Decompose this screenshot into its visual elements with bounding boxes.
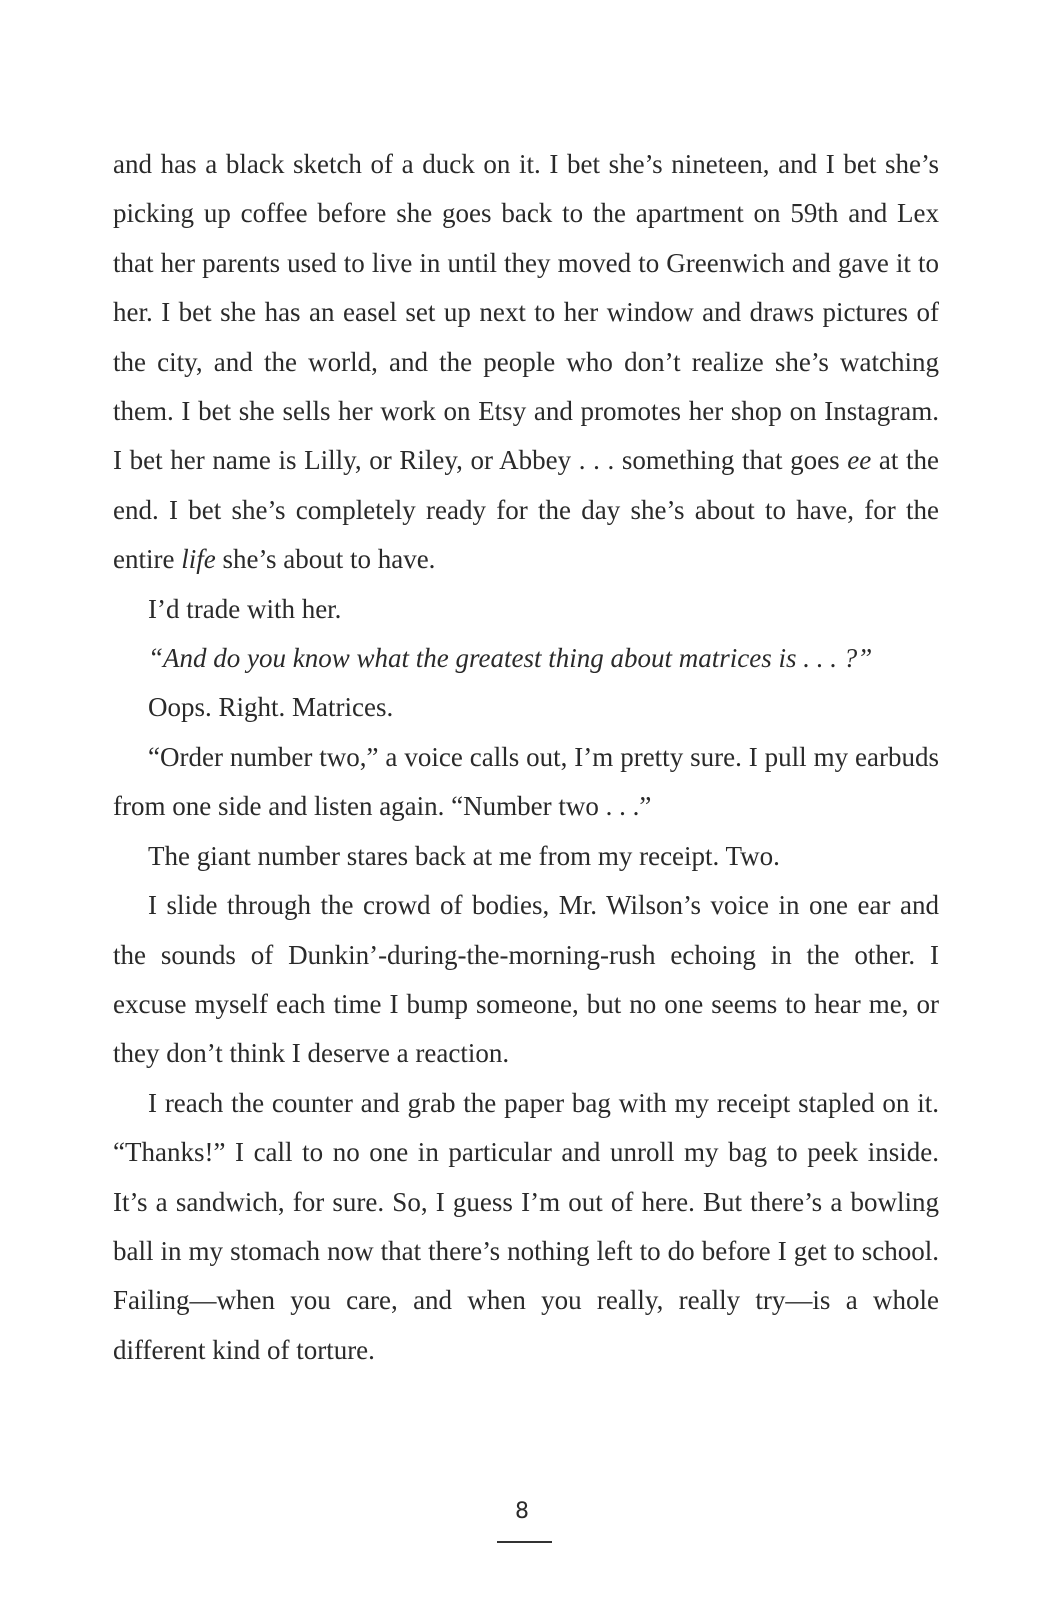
- paragraph: The giant number stares back at me from my receipt. Two.: [148, 840, 780, 871]
- paragraph: I reach the counter and grab the paper bag with my receipt stapled on it. “Thanks!” I call to no one in particular and unroll my bag to peek inside. It’s a sandwich, for sure. So, I guess I’m out of here. But there’s a bowling ball in my stomach now that there’s nothing left to do before I get to school. Failing—when you care, and when you really, really try—is a whole different kind of torture.: [113, 1087, 939, 1365]
- paragraph: Oops. Right. Matrices.: [148, 692, 394, 723]
- italic-quote: “And do you know what the greatest thing about matrices is . . . ?”: [148, 643, 873, 674]
- paragraph-italic-quote: [113, 634, 939, 683]
- page-number: 8: [515, 1499, 529, 1524]
- paragraph: I slide through the crowd of bodies, Mr. Wilson’s voice in one ear and the sounds of Dunkin’-during-the-morning-rush echoing in the other. I excuse myself each time I bump someone, but no one seems to hear me, or they don’t think I deserve a reaction.: [113, 890, 939, 1069]
- italic-emphasis: ee: [847, 445, 872, 476]
- paragraph-text: at the end. I bet she’s completely ready for the day she’s about to have, for the entire: [113, 445, 939, 575]
- paragraph: “Order number two,” a voice calls out, I’m pretty sure. I pull my earbuds from one side and listen again. “Number two . . .”: [113, 741, 939, 822]
- italic-emphasis: life: [181, 544, 216, 575]
- paragraph-continued: [113, 140, 939, 585]
- paragraph-text: and has a black sketch of a duck on it. I bet she’s nineteen, and I bet she’s picking up coffee before she goes back to the apartment on 59th and Lex that her parents used to live in until they moved to Greenwich and gave it to her. I bet she has an easel set up next to her window and draws pictures of the city, and the world, and the people who don’t realize she’s watching them. I bet she sells her work on Etsy and promotes her shop on Instagram. I bet her name is Lilly, or Riley, or Abbey . . . something that goes: [113, 149, 939, 476]
- page-number-underline: [497, 1541, 552, 1543]
- paragraph: I’d trade with her.: [148, 593, 342, 624]
- paragraph-text: she’s about to have.: [215, 544, 436, 575]
- book-page-body: [113, 140, 939, 1375]
